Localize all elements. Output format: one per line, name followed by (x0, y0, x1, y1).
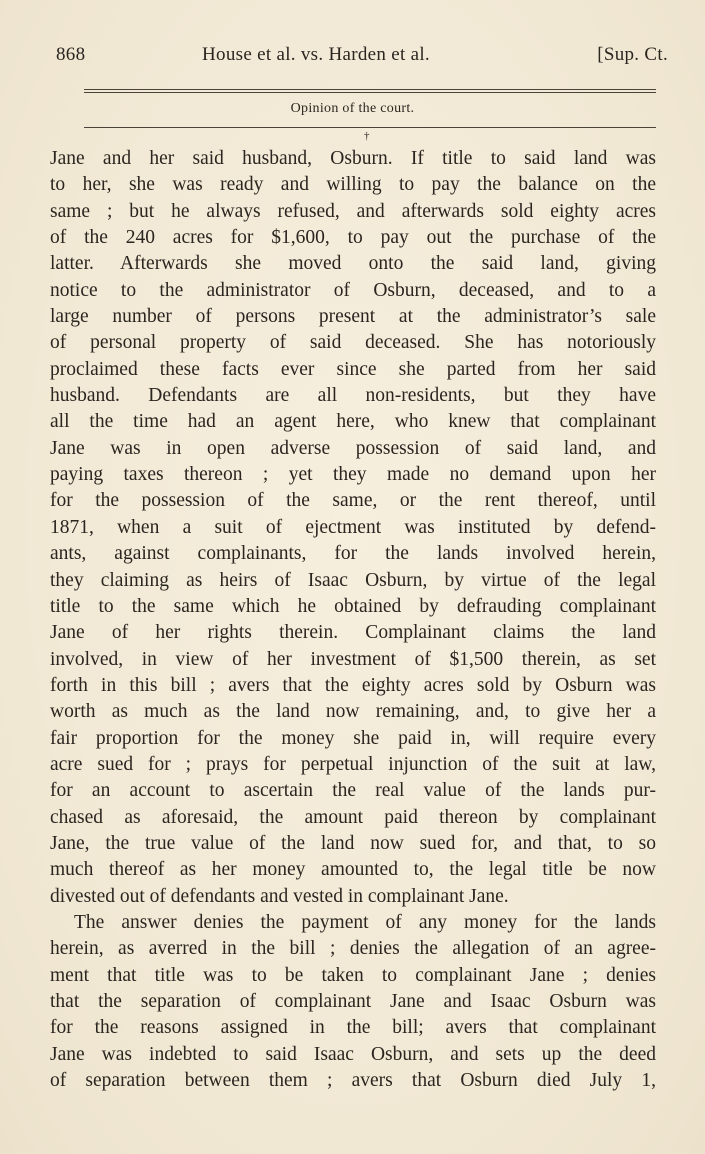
text-line: acre sued for ; prays for perpetual injunction of the suit at law, (50, 753, 656, 775)
text-line: much thereof as her money amounted to, the legal title be now (50, 859, 656, 881)
running-title: House et al. vs. Harden et al. (202, 44, 430, 65)
text-line: divested out of defendants and vested in complainant Jane. (50, 885, 509, 907)
text-line: forth in this bill ; avers that the eighty acres sold by Osburn was (50, 674, 656, 696)
text-line: involved, in view of her investment of $1,500 therein, as set (50, 648, 656, 670)
text-line: of separation between them ; avers that Osburn died July 1, (50, 1070, 656, 1092)
court-section: [Sup. Ct. (597, 44, 668, 65)
text-line: latter. Afterwards she moved onto the said land, giving (50, 253, 656, 275)
text-line: chased as aforesaid, the amount paid thereon by complainant (50, 806, 656, 828)
printer-mark: † (364, 130, 370, 142)
header-rule-bottom (84, 127, 656, 128)
text-line: proclaimed these facts ever since she parted from her said (50, 358, 656, 380)
text-line: Jane and her said husband, Osburn. If title to said land was (50, 148, 656, 169)
text-line: same ; but he always refused, and afterwards sold eighty acres (50, 200, 656, 222)
text-line: Jane, the true value of the land now sued for, and that, to so (50, 832, 656, 854)
text-line: ants, against complainants, for the lands involved herein, (50, 543, 656, 565)
text-line: Jane was in open adverse possession of said land, and (50, 437, 656, 459)
text-line: that the separation of complainant Jane and Isaac Osburn was (50, 991, 656, 1012)
page-number: 868 (56, 44, 86, 65)
text-line: of the 240 acres for $1,600, to pay out the purchase of the (50, 227, 656, 249)
text-line: they claiming as heirs of Isaac Osburn, by virtue of the legal (50, 569, 656, 591)
text-line: for the possession of the same, or the rent thereof, until (50, 490, 656, 512)
text-line: for the reasons assigned in the bill; avers that complainant (50, 1017, 656, 1039)
header-rule-top-second (84, 92, 656, 93)
paragraph-1 (50, 146, 656, 910)
paragraph-2 (50, 910, 656, 1094)
text-line: paying taxes thereon ; yet they made no demand upon her (50, 464, 656, 486)
text-line: title to the same which he obtained by defrauding complainant (50, 595, 656, 617)
text-line: 1871, when a suit of ejectment was instituted by defend- (50, 516, 656, 538)
text-line: all the time had an agent here, who knew that complainant (50, 411, 656, 433)
section-subheading: Opinion of the court. (290, 101, 415, 116)
header-rule-top (84, 89, 656, 90)
text-line: worth as much as the land now remaining, and, to give her a (50, 701, 656, 723)
text-line: fair proportion for the money she paid in, will require every (50, 727, 656, 749)
text-line: ment that title was to be taken to complainant Jane ; denies (50, 964, 656, 986)
page-header (56, 44, 668, 74)
text-line: large number of persons present at the administrator’s sale (50, 306, 656, 328)
text-line: notice to the administrator of Osburn, deceased, and to a (50, 279, 656, 301)
text-line: to her, she was ready and willing to pay the balance on the (50, 174, 656, 196)
text-line: for an account to ascertain the real value of the lands pur- (50, 780, 656, 802)
text-line: of personal property of said deceased. She has notoriously (50, 332, 656, 354)
text-line: husband. Defendants are all non-residents, but they have (50, 385, 656, 407)
text-line: The answer denies the payment of any money for the lands (74, 911, 656, 933)
opinion-text (50, 146, 656, 1094)
text-line: herein, as averred in the bill ; denies the allegation of an agree- (50, 938, 656, 960)
text-line: Jane of her rights therein. Complainant claims the land (50, 622, 656, 644)
text-line: Jane was indebted to said Isaac Osburn, and sets up the deed (50, 1043, 656, 1065)
